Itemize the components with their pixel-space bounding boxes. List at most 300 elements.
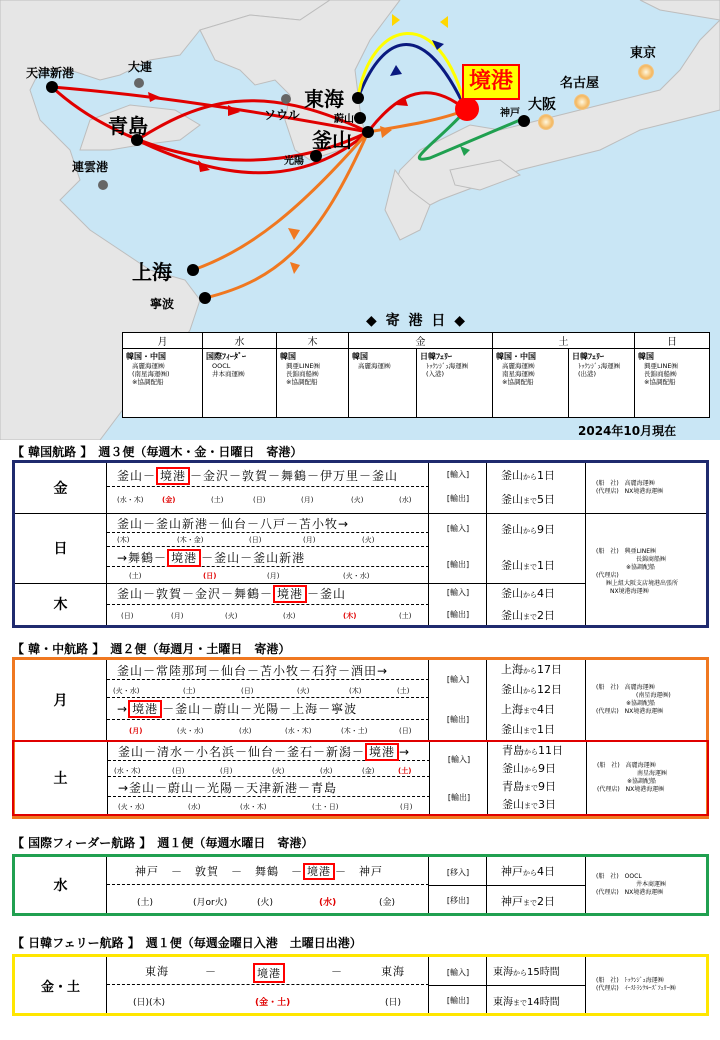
duration-value: 2日 <box>537 895 555 908</box>
table-row <box>15 463 706 513</box>
route-text: →舞鶴－ <box>117 551 168 565</box>
duration-dir: まで <box>523 563 537 571</box>
call-day: (日) <box>385 998 402 1008</box>
agent-cell <box>586 957 706 1013</box>
cal-day-wed: 水 <box>203 333 277 349</box>
cal-day-sat: 土 <box>493 333 635 349</box>
label-kobe: 神戸 <box>500 108 520 119</box>
route-cell <box>107 660 429 740</box>
cal-cell-title: 韓国・中国 <box>126 352 166 361</box>
duration-port: 青島 <box>502 780 524 793</box>
sakai-highlight: 境港 <box>253 963 285 983</box>
call-day: (土) <box>399 612 412 620</box>
agent-line: 井本商運㈱ <box>636 881 667 888</box>
route-text: → <box>117 702 129 716</box>
agent-line: (船 社) 高麗海運㈱ <box>597 762 656 769</box>
agent-line: (代理店) NX境港海運㈱ <box>596 889 664 896</box>
call-day: (水・木) <box>114 767 141 775</box>
duration-dir: から <box>524 766 538 774</box>
io-export: [移出] <box>446 896 470 905</box>
call-day: (土) <box>397 687 410 695</box>
duration-dir: まで <box>523 613 537 621</box>
label-sakaiminato: 境港 <box>462 64 520 100</box>
duration-port: 上海 <box>501 703 523 716</box>
day-cell: 金・土 <box>15 957 107 1013</box>
section-korea-china <box>12 657 709 819</box>
duration-port: 釜山 <box>501 523 523 536</box>
agent-cell <box>587 742 707 814</box>
cal-cell <box>277 349 349 418</box>
day-cell: 日 <box>15 513 107 583</box>
label-tianjin: 天津新港 <box>26 66 75 80</box>
duration-port: 東海 <box>493 997 513 1008</box>
io-cell <box>429 660 487 740</box>
route-cell <box>107 957 429 1013</box>
port-dot-ulsan <box>354 112 366 124</box>
duration-line <box>487 721 586 737</box>
calendar-title: ◆ 寄 港 日 ◆ <box>366 313 468 329</box>
duration-line <box>487 557 586 573</box>
call-day: (土・日) <box>312 803 339 811</box>
duration-line <box>487 701 586 717</box>
agent-line: NX境港海運㈱ <box>610 588 649 595</box>
agent-line: ※協調配船 <box>626 700 656 707</box>
agent-line: (船 社) 高麗海運㈱ <box>596 684 655 691</box>
port-dot-donghae <box>352 92 364 104</box>
duration-line <box>488 760 587 776</box>
route-text: 釜山－敦賀－金沢－舞鶴－ <box>117 587 274 601</box>
duration-dir: まで <box>523 707 537 715</box>
call-day: (月) <box>301 496 314 504</box>
duration-port: 釜山 <box>501 493 523 506</box>
route-text: 釜山－ <box>117 469 157 483</box>
cal-day-mon: 月 <box>123 333 203 349</box>
duration-value: 12日 <box>537 683 562 696</box>
duration-port: 釜山 <box>502 762 524 775</box>
duration-value: 17日 <box>537 663 562 676</box>
call-day: (土) <box>129 572 142 580</box>
call-day: (木) <box>117 536 130 544</box>
duration-value: 1日 <box>537 469 555 482</box>
route-line <box>107 549 429 567</box>
agent-line: 南星海運㈱ <box>637 770 668 777</box>
io-export: [輸出] <box>446 494 470 503</box>
call-day: (日) <box>172 767 185 775</box>
duration-cell <box>487 513 586 583</box>
call-day: (木) <box>349 687 362 695</box>
duration-line <box>487 661 586 677</box>
cal-cell-title: 韓国 <box>352 352 368 361</box>
route-text: －釜山－蔚山－光陽－上海－寧波 <box>162 702 358 716</box>
call-day: (日)(木) <box>133 998 166 1008</box>
call-day: (月) <box>303 536 316 544</box>
call-day: (日) <box>241 687 254 695</box>
label-osaka: 大阪 <box>528 97 556 113</box>
route-line <box>107 863 429 885</box>
duration-line <box>487 607 586 623</box>
route-text: 東海 <box>145 965 169 978</box>
route-text: 釜山－清水－小名浜－仙台－釜石－新潟－ <box>118 745 366 759</box>
table-row <box>15 857 706 913</box>
day-cell: 金 <box>15 463 107 513</box>
call-day: (火・水) <box>343 572 370 580</box>
agent-line: (代理店) NX境港海運㈱ <box>596 708 664 715</box>
duration-cell <box>487 463 586 513</box>
call-day: (月or火) <box>193 898 228 908</box>
io-import: [移入] <box>446 868 470 877</box>
cal-cell <box>417 349 493 418</box>
port-dot-busan <box>362 126 374 138</box>
agent-line: (船 社) OOCL <box>596 873 642 880</box>
duration-port: 青島 <box>502 744 524 757</box>
call-day: (火) <box>272 767 285 775</box>
duration-line <box>487 993 586 1008</box>
duration-value: 4日 <box>537 865 555 878</box>
route-line <box>107 963 429 985</box>
io-cell <box>429 463 487 513</box>
table-row <box>15 583 706 625</box>
section-title-ferry: 【 日韓フェリー航路 】 週１便（毎週金曜日入港 土曜日出港） <box>12 936 362 950</box>
duration-dir: から <box>524 748 538 756</box>
as-of-date: 2024年10月現在 <box>578 424 677 438</box>
duration-port: 釜山 <box>502 798 524 811</box>
duration-port: 釜山 <box>501 723 523 736</box>
cal-cell <box>493 349 569 418</box>
route-cell <box>107 583 429 625</box>
agent-line: (代理店) <box>596 572 619 579</box>
cal-cell-line: OOCL <box>212 362 231 370</box>
call-day: (日) <box>399 727 412 735</box>
call-day-sakai: (水) <box>319 898 337 908</box>
route-cell <box>107 857 429 913</box>
duration-dir: まで <box>524 784 538 792</box>
duration-value: 9日 <box>538 780 556 793</box>
port-dot-tokyo <box>638 64 654 80</box>
cal-cell-line: ※協調配船 <box>502 378 534 386</box>
cal-cell-title: 日韓ﾌｪﾘｰ <box>420 352 452 361</box>
duration-line <box>487 491 586 507</box>
cal-cell-line: (出港) <box>578 370 597 378</box>
call-day-sakai: (日) <box>203 572 217 580</box>
call-day-sakai: (金・土) <box>255 998 291 1008</box>
sakai-highlight: 境港 <box>303 863 335 880</box>
table-row <box>15 660 706 740</box>
duration-port: 釜山 <box>501 469 523 482</box>
duration-cell <box>487 583 586 625</box>
call-day: (火) <box>351 496 364 504</box>
call-day: (月) <box>267 572 280 580</box>
cal-cell-title: 国際ﾌｨｰﾀﾞｰ <box>206 352 246 361</box>
duration-value: 9日 <box>538 762 556 775</box>
duration-dir: から <box>523 869 537 877</box>
call-day-sakai: (月) <box>129 727 143 735</box>
cal-cell <box>569 349 635 418</box>
sakai-highlight: 境港 <box>365 743 399 761</box>
call-day: (火・水) <box>113 687 140 695</box>
route-text: －釜山 <box>307 587 347 601</box>
cal-cell-line: 長錦商船㈱ <box>286 370 319 378</box>
day-cell: 月 <box>15 660 107 740</box>
route-text: 神戸 － 敦賀 － 舞鶴 － <box>135 865 303 878</box>
call-day: (土) <box>211 496 224 504</box>
duration-value: 1日 <box>537 723 555 736</box>
io-cell <box>429 513 487 583</box>
label-ulsan: 蔚山 <box>334 114 354 125</box>
port-dot-dalian <box>134 78 144 88</box>
duration-cell <box>488 742 587 814</box>
cal-cell-line: 高麗海運㈱ <box>358 362 391 370</box>
agent-cell <box>586 857 706 913</box>
route-line <box>108 743 430 761</box>
section-title-korea-china: 【 韓・中航路 】 週２便（毎週月・土曜日 寄港） <box>12 642 291 656</box>
agent-line: ※協調配船 <box>627 778 657 785</box>
route-text: － <box>205 965 217 978</box>
port-dot-ningbo <box>199 292 211 304</box>
route-map <box>0 0 720 440</box>
table-row-highlighted <box>12 740 709 816</box>
day-cell: 水 <box>15 857 107 913</box>
cal-cell-line: ※協調配船 <box>132 378 164 386</box>
io-export: [輸出] <box>446 715 470 724</box>
duration-value: 9日 <box>537 523 555 536</box>
duration-line <box>487 681 586 697</box>
call-day: (木・土) <box>341 727 368 735</box>
duration-port: 釜山 <box>501 559 523 572</box>
divider <box>107 697 429 698</box>
label-tokyo: 東京 <box>630 46 657 61</box>
port-dot-lianyungang <box>98 180 108 190</box>
duration-line <box>488 796 587 812</box>
route-text: 東海 <box>381 965 405 978</box>
duration-port: 神戸 <box>501 895 523 908</box>
agent-line: ※協調配船 <box>626 564 656 571</box>
duration-dir: から <box>523 591 537 599</box>
call-day-sakai: (木) <box>343 612 357 620</box>
route-line <box>107 467 429 487</box>
cal-cell-line: 南星海運㈱ <box>502 370 535 378</box>
agent-cell <box>586 463 706 513</box>
io-export: [輸出] <box>447 793 471 802</box>
port-dot-sakaiminato <box>455 97 479 121</box>
call-day: (火) <box>297 687 310 695</box>
call-day: (日) <box>121 612 134 620</box>
call-day: (土) <box>183 687 196 695</box>
duration-value: 4日 <box>537 587 555 600</box>
route-line: →釜山－蔚山－光陽－天津新港－青島 <box>108 779 430 797</box>
cal-day-thu: 木 <box>277 333 349 349</box>
cal-cell-line: ﾄｯｸﾝｼﾞｭ海運㈱ <box>578 362 621 370</box>
route-line: 釜山－常陸那珂－仙台－苫小牧－石狩－酒田→ <box>107 662 429 680</box>
cal-cell-line: ※協調配船 <box>644 378 676 386</box>
route-cell <box>108 742 430 814</box>
cal-cell-title: 日韓ﾌｪﾘｰ <box>572 352 604 361</box>
cal-cell-line: 興亜LINE㈱ <box>286 362 321 370</box>
cal-cell <box>123 349 203 418</box>
route-cell <box>107 463 429 513</box>
call-day: (日) <box>249 536 262 544</box>
agent-line: (船 社) 興亜LINE㈱ <box>596 548 657 555</box>
port-dot-nagoya <box>574 94 590 110</box>
duration-line <box>487 467 586 483</box>
port-dot-tianjin <box>46 81 58 93</box>
call-day: (水) <box>399 496 412 504</box>
port-call-calendar <box>122 332 710 418</box>
divider <box>429 885 586 886</box>
io-import: [輸入] <box>446 470 470 479</box>
cal-cell <box>635 349 710 418</box>
port-dot-seoul <box>281 94 291 104</box>
divider <box>108 776 430 777</box>
call-day: (月) <box>220 767 233 775</box>
cal-cell-line: 興亜LINE㈱ <box>644 362 679 370</box>
duration-port: 東海 <box>493 967 513 978</box>
cal-cell-line: ﾄｯｸﾝｼﾞｭ海運㈱ <box>426 362 469 370</box>
io-export: [輸出] <box>446 560 470 569</box>
call-day: (水・木) <box>240 803 267 811</box>
duration-line <box>487 521 586 537</box>
duration-dir: まで <box>513 999 527 1007</box>
call-day: (水) <box>283 612 296 620</box>
cal-cell <box>203 349 277 418</box>
duration-value: 3日 <box>538 798 556 811</box>
duration-value: 5日 <box>537 493 555 506</box>
section-title-korea: 【 韓国航路 】 週３便（毎週木・金・日曜日 寄港） <box>12 445 303 459</box>
label-nagoya: 名古屋 <box>560 76 600 91</box>
label-gwangyang: 光陽 <box>284 156 304 167</box>
duration-port: 神戸 <box>501 865 523 878</box>
call-day: (火) <box>362 536 375 544</box>
route-line <box>107 700 429 720</box>
io-export: [輸出] <box>446 996 470 1005</box>
duration-dir: まで <box>524 802 538 810</box>
call-day: (水) <box>188 803 201 811</box>
cal-cell-line: 長錦商船㈱ <box>644 370 677 378</box>
port-dot-shanghai <box>187 264 199 276</box>
call-day: (木・金) <box>177 536 204 544</box>
cal-cell-line: (入港) <box>426 370 445 378</box>
duration-line <box>487 585 586 601</box>
call-day: (日) <box>253 496 266 504</box>
divider <box>429 985 586 986</box>
section-title-feeder: 【 国際フィーダー航路 】 週１便（毎週水曜日 寄港） <box>12 836 314 850</box>
sakai-highlight: 境港 <box>156 467 190 485</box>
io-import: [輸入] <box>446 968 470 977</box>
label-seoul: ソウル <box>264 108 300 122</box>
route-text: → <box>399 745 411 759</box>
call-day-sakai: (金) <box>162 496 176 504</box>
io-export: [輸出] <box>446 610 470 619</box>
duration-dir: から <box>523 527 537 535</box>
agent-cell <box>586 660 706 740</box>
day-cell: 木 <box>15 583 107 625</box>
cal-cell-line: ※協調配船 <box>286 378 318 386</box>
duration-dir: から <box>523 687 537 695</box>
route-cell <box>107 513 429 583</box>
duration-dir: から <box>523 473 537 481</box>
duration-value: 14時間 <box>527 997 560 1008</box>
duration-line <box>488 742 587 758</box>
agent-line: (代理店) NX境港海運㈱ <box>597 786 665 793</box>
divider <box>107 546 429 547</box>
agent-line: ㈱上組大阪支店境港出張所 <box>606 580 679 587</box>
io-cell <box>430 742 488 814</box>
duration-value: 2日 <box>537 609 555 622</box>
route-line <box>107 585 429 605</box>
agent-line: 長錦商船㈱ <box>636 556 667 563</box>
table-row <box>15 957 706 1013</box>
route-text: － <box>331 965 343 978</box>
call-day: (火・水) <box>118 803 145 811</box>
route-text: －釜山－釜山新港 <box>201 551 306 565</box>
sakai-highlight: 境港 <box>273 585 307 603</box>
call-day: (火・水) <box>177 727 204 735</box>
duration-line <box>488 778 587 794</box>
agent-line: (南星海運㈱) <box>636 692 671 699</box>
duration-port: 釜山 <box>501 609 523 622</box>
duration-dir: まで <box>523 899 537 907</box>
section-feeder <box>12 854 709 916</box>
cal-cell-line: (南星海運㈱) <box>132 370 170 378</box>
io-import: [輸入] <box>447 755 471 764</box>
cal-day-sun: 日 <box>635 333 710 349</box>
sakai-highlight: 境港 <box>167 549 201 567</box>
label-ningbo: 寧波 <box>150 297 175 311</box>
io-import: [輸入] <box>446 524 470 533</box>
section-korea <box>12 460 709 628</box>
duration-port: 上海 <box>501 663 523 676</box>
duration-line <box>487 963 586 978</box>
route-text: －金沢－敦賀－舞鶴－伊万里－釜山 <box>190 469 399 483</box>
call-day: (月) <box>171 612 184 620</box>
route-line: 釜山－釜山新港－仙台－八戸－苫小牧→ <box>107 515 429 533</box>
label-busan: 釜山 <box>312 128 352 152</box>
call-day: (金) <box>362 767 375 775</box>
duration-dir: まで <box>523 497 537 505</box>
call-day: (水・木) <box>285 727 312 735</box>
call-day: (土) <box>137 898 154 908</box>
agent-line: (船 社) ﾄｯｸﾝｼﾞｭ海運㈱ <box>596 977 664 984</box>
agent-line: (船 社) 高麗海運㈱ <box>596 480 655 487</box>
call-day-sakai: (土) <box>398 767 412 775</box>
label-dalian: 大連 <box>128 60 153 74</box>
duration-port: 釜山 <box>501 587 523 600</box>
call-day: (金) <box>379 898 396 908</box>
label-shanghai: 上海 <box>132 260 172 284</box>
call-day: (水) <box>320 767 333 775</box>
io-import: [輸入] <box>446 675 470 684</box>
cal-cell <box>349 349 417 418</box>
cal-cell-line: 井本商運㈱ <box>212 370 245 378</box>
duration-port: 釜山 <box>501 683 523 696</box>
cal-cell-title: 韓国・中国 <box>496 352 536 361</box>
duration-value: 11日 <box>538 744 563 757</box>
cal-day-fri: 金 <box>349 333 493 349</box>
duration-line <box>487 893 586 909</box>
label-donghae: 東海 <box>304 87 344 111</box>
call-day: (火) <box>257 898 274 908</box>
agent-line: (代理店) ｲｰｽﾄﾗﾝｸﾙｰｽﾞﾌｪﾘｰ㈱ <box>596 985 676 992</box>
label-qingdao: 青島 <box>108 114 148 138</box>
call-day: (月) <box>400 803 413 811</box>
duration-cell <box>487 660 586 740</box>
agent-line: (代理店) NX境港海運㈱ <box>596 488 664 495</box>
call-day: (水・木) <box>117 496 144 504</box>
call-day: (火) <box>225 612 238 620</box>
io-import: [輸入] <box>446 588 470 597</box>
route-text: － 神戸 <box>335 865 383 878</box>
duration-value: 1日 <box>537 559 555 572</box>
cal-cell-line: 高麗海運㈱ <box>132 362 165 370</box>
